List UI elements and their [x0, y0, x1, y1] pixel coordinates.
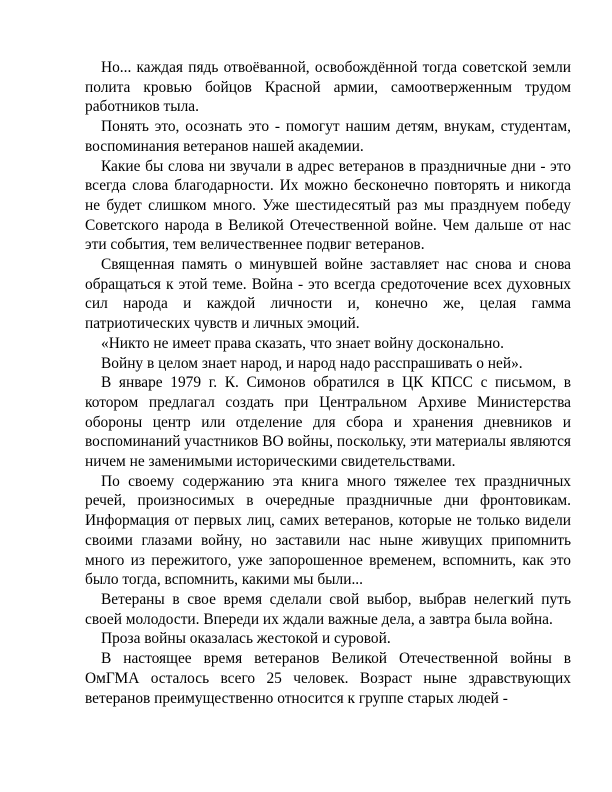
- paragraph-4: Священная память о минувшей войне заставляет нас снова и снова обращаться к этой теме. Война - это всегда средоточение всех духовных сил народа и каждой личности и, конечно же, целая гамма патриотических чувств и личных эмоций.: [85, 256, 571, 333]
- paragraph-9: Ветераны в свое время сделали свой выбор, выбрав нелегкий путь своей молодости. Впереди их ждали важные дела, а завтра была война.: [85, 590, 571, 628]
- paragraph-7: В январе 1979 г. К. Симонов обратился в ЦК КПСС с письмом, в котором предлагал создать при Центральном Архиве Министерства обороны центр или отделение для сбора и хранения дневников и воспоминаний участников ВО войны, поскольку, эти материалы являются ничем не заменимыми историческими свидетельствами.: [85, 374, 571, 471]
- paragraph-2: Понять это, осознать это - помогут нашим детям, внукам, студентам, воспоминания ветеранов нашей академии.: [85, 118, 571, 155]
- paragraph-11: В настоящее время ветеранов Великой Отечественной войны в ОмГМА осталось всего 25 человек. Возраст ныне здравствующих ветеранов преимущественно относится к группе старых людей -: [85, 650, 571, 707]
- paragraph-8: По своему содержанию эта книга много тяжелее тех праздничных речей, произносимых в очередные праздничные дни фронтовикам. Информация от первых лиц, самих ветеранов, которые не только видели своими глазами войну, но заставили нас ныне живущих припомнить много из пережитого, уже запорошенное временем, вспомнить, как это было тогда, вспомнить, какими мы были...: [85, 472, 571, 589]
- paragraph-6: Войну в целом знает народ, и народ надо расспрашивать о ней».: [101, 354, 523, 372]
- paragraph-10: Проза войны оказалась жестокой и суровой.: [101, 630, 391, 648]
- paragraph-5: «Никто не имеет права сказать, что знает войну досконально.: [101, 334, 504, 352]
- document-page: [85, 58, 571, 708]
- paragraph-3: Какие бы слова ни звучали в адрес ветеранов в праздничные дни - это всегда слова благодарности. Их можно бесконечно повторять и никогда не будет слишком много. Уже шестидесятый раз мы празднуем победу Советского народа в Великой Отечественной войне. Чем дальше от нас эти события, тем величественнее подвиг ветеранов.: [85, 157, 571, 254]
- paragraph-1: Но... каждая пядь отвоёванной, освобождённой тогда советской земли полита кровью бойцов Красной армии, самоотверженным трудом работников тыла.: [85, 59, 571, 116]
